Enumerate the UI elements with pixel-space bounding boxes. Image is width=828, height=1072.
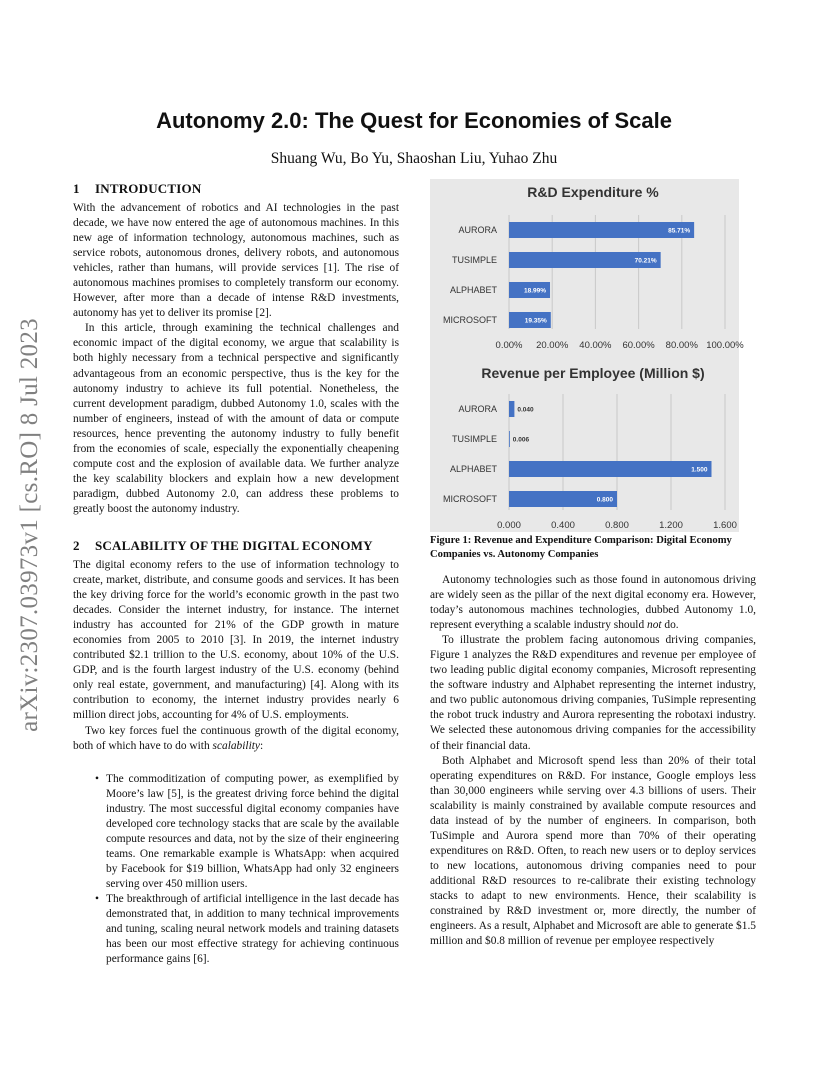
chart-1-data-label: 85.71% (668, 227, 691, 235)
chart-2-tick-label: 0.400 (551, 520, 575, 531)
bullet-compute-power: • The commoditization of computing power, as exemplified by Moore’s law [5], is the greatest driving force behind the digital industry. The most successful digital economy companies have developed core technology stacks that are scale by the available compute resources and data, not by the size of their engineering teams. One remarkable example is WhatsApp: when acquired by Facebook for $19 billion, WhatsApp had only 32 engineers serving over 450 million users. (106, 772, 399, 892)
chart-1-tick-label: 60.00% (622, 340, 655, 351)
chart-2-tick-label: 1.600 (713, 520, 737, 531)
digital-economy-paragraph-1: The digital economy refers to the use of information technology to create, market, distribute, and consume goods and services. It has been the key driving force for the world’s economic growth in the past two decades. Consider the internet industry, for instance. The internet industry has accounted for 21% of the GDP growth in mature economies from 2005 to 2010 [3]. In 2019, the internet industry contributed $2.1 trillion to the U.S. economy, about 10% of the U.S. GDP, and is the fourth largest industry of the U.S. economy (behind only real estate, government, and manufacturing) [4]. Along with its contribution to economy, the internet industry provides nearly 6 million direct jobs, accounting for 4% of U.S. employments. (73, 558, 399, 722)
chart-2-category-label: AURORA (458, 404, 497, 414)
chart-1-data-label: 18.99% (523, 287, 547, 295)
right-paragraph-1 (430, 573, 756, 633)
chart-1-tick-label: 100.00% (706, 340, 744, 351)
chart-2-tick-label: 0.800 (605, 520, 629, 531)
chart-2-bar (509, 431, 510, 447)
right-p1-text-post: do. (661, 619, 679, 632)
chart-1-tick-label: 80.00% (665, 340, 698, 351)
chart-2-tick-label: 1.200 (659, 520, 683, 531)
chart-1-tick-label: 40.00% (579, 340, 612, 351)
chart-1-tick-label: 20.00% (536, 340, 569, 351)
chart-2-category-label: TUSIMPLE (451, 434, 497, 444)
right-p1-text-pre: Autonomy technologies such as those found in autonomous driving are widely seen as the pillar of the next digital economy era. However, today’s autonomous machines technologies, dubbed Autonomy 1.0, represent everything a scalable industry should (430, 574, 756, 632)
chart-1-bar (509, 222, 694, 238)
bullet-ai-breakthrough: • The breakthrough of artificial intelligence in the last decade has demonstrated that, in addition to many technical improvements and tuning, scaling neural network models and training datasets has been our most effective strategy for achieving continuous performance gains [6]. (106, 892, 399, 967)
section-2-title: SCALABILITY OF THE DIGITAL ECONOMY (95, 537, 373, 553)
author-list: Shuang Wu, Bo Yu, Shaoshan Liu, Yuhao Zhu (270, 150, 558, 167)
chart-1-category-label: TUSIMPLE (451, 255, 497, 265)
left-column (73, 181, 399, 967)
chart-2-bar (509, 401, 514, 417)
chart-2-tick-label: 0.000 (497, 520, 521, 531)
chart-canvas (430, 179, 744, 532)
intro-paragraph-1: With the advancement of robotics and AI technologies in the past decade, we have now entered the age of autonomous machines. In this new age of information technology, autonomous machines, such as service robots, autonomous drones, delivery robots, and autonomous vehicles, rather than humans, will provide services [1]. The rise of autonomous machines promises to completely transform our economy. However, after more than a decade of intense R&D investments, autonomy has yet to deliver its promise [2]. (73, 202, 399, 320)
digital-economy-paragraph-2 (73, 724, 399, 754)
section-1-number: 1 (73, 181, 80, 196)
chart-1-category-label: ALPHABET (449, 285, 497, 295)
chart-1-category-label: AURORA (458, 225, 497, 235)
chart-2-title: Revenue per Employee (Million $) (481, 365, 705, 381)
intro-paragraph-2: In this article, through examining the technical challenges and economic impact of the digital economy, we argue that scalability is both highly necessary from a technical perspective and significantly advantageous from an economic perspective, thus is the key for the autonomy industry to achieve its full potential. Nonetheless, the current development paradigm, dubbed Autonomy 1.0, scales with the number of engineers, instead of with the amount of data or compute resources, hence preventing the autonomy industry to fully benefit from the economies of scale, especially the exponentially cheapening compute cost and the explosion of available data. We further analyze the key scalability blockers and explain how a new development paradigm, dubbed Autonomy 2.0, can address these problems to greatly boost the autonomy industry. (73, 322, 399, 515)
section-2-number: 2 (73, 537, 80, 553)
section-1-heading (73, 181, 399, 197)
right-column (430, 573, 756, 949)
chart-1-title: R&D Expenditure % (527, 184, 659, 200)
arxiv-id: arXiv:2307.03973v1 [cs.RO] 8 Jul 2023 (16, 318, 43, 732)
chart-2-data-label: 1.500 (691, 466, 708, 474)
right-p1-emphasis: not (647, 619, 662, 632)
arxiv-stamp (10, 300, 50, 750)
chart-1-data-label: 70.21% (634, 257, 657, 265)
chart-2-data-label: 0.040 (517, 406, 534, 414)
figure-1-chart (430, 179, 744, 532)
p2-text-pre: Two key forces fuel the continuous growth of the digital economy, both of which have to do with (73, 724, 399, 752)
chart-2-category-label: ALPHABET (449, 464, 497, 474)
chart-2-data-label: 0.800 (596, 496, 613, 504)
right-paragraph-2: To illustrate the problem facing autonomous driving companies, Figure 1 analyzes the R&D expenditures and revenue per employee of two leading public digital economy companies, Microsoft representing the software industry and Alphabet representing the internet industry, and two public autonomous driving companies, TuSimple representing the robot truck industry and Aurora representing the robotaxi industry. We selected these autonomous driving companies for the accessibility of their financial data. (430, 634, 756, 752)
section-2-heading (73, 538, 399, 554)
figure-1-caption: Figure 1: Revenue and Expenditure Comparison: Digital Economy Companies vs. Autonomy Companies (430, 535, 732, 560)
chart-2-bar (509, 461, 712, 477)
section-1-title: INTRODUCTION (95, 181, 202, 196)
paper-title: Autonomy 2.0: The Quest for Economies of Scale (156, 108, 672, 133)
p2-emphasis: scalability (212, 739, 260, 752)
scalability-bullet-list (73, 772, 399, 968)
chart-2-category-label: MICROSOFT (443, 494, 497, 504)
chart-1-data-label: 19.35% (524, 317, 547, 325)
p2-text-post: : (259, 739, 264, 752)
right-paragraph-3: Both Alphabet and Microsoft spend less than 20% of their total operating expenditures on R&D. For instance, Google employs less than 30,000 engineers while serving over 4.3 billions of users. Their scalability is mainly constrained by available compute resources and data instead of by the number of engineers. In comparison, both TuSimple and Aurora spend more than 70% of their operating expenditures on R&D. Often, to reach new users or to deploy services to new locations, autonomous driving companies need to pour additional R&D resources to re-calibrate their existing technology stacks to adapt to new environments. Hence, their scalability is constrained by R&D investment or, more directly, the number of engineers. As a result, Alphabet and Microsoft are able to generate $1.5 million and $0.8 million of revenue per employee respectively (430, 754, 756, 948)
chart-2-data-label: 0.006 (512, 436, 530, 444)
chart-1-category-label: MICROSOFT (443, 315, 497, 325)
chart-1-tick-label: 0.00% (495, 340, 523, 351)
